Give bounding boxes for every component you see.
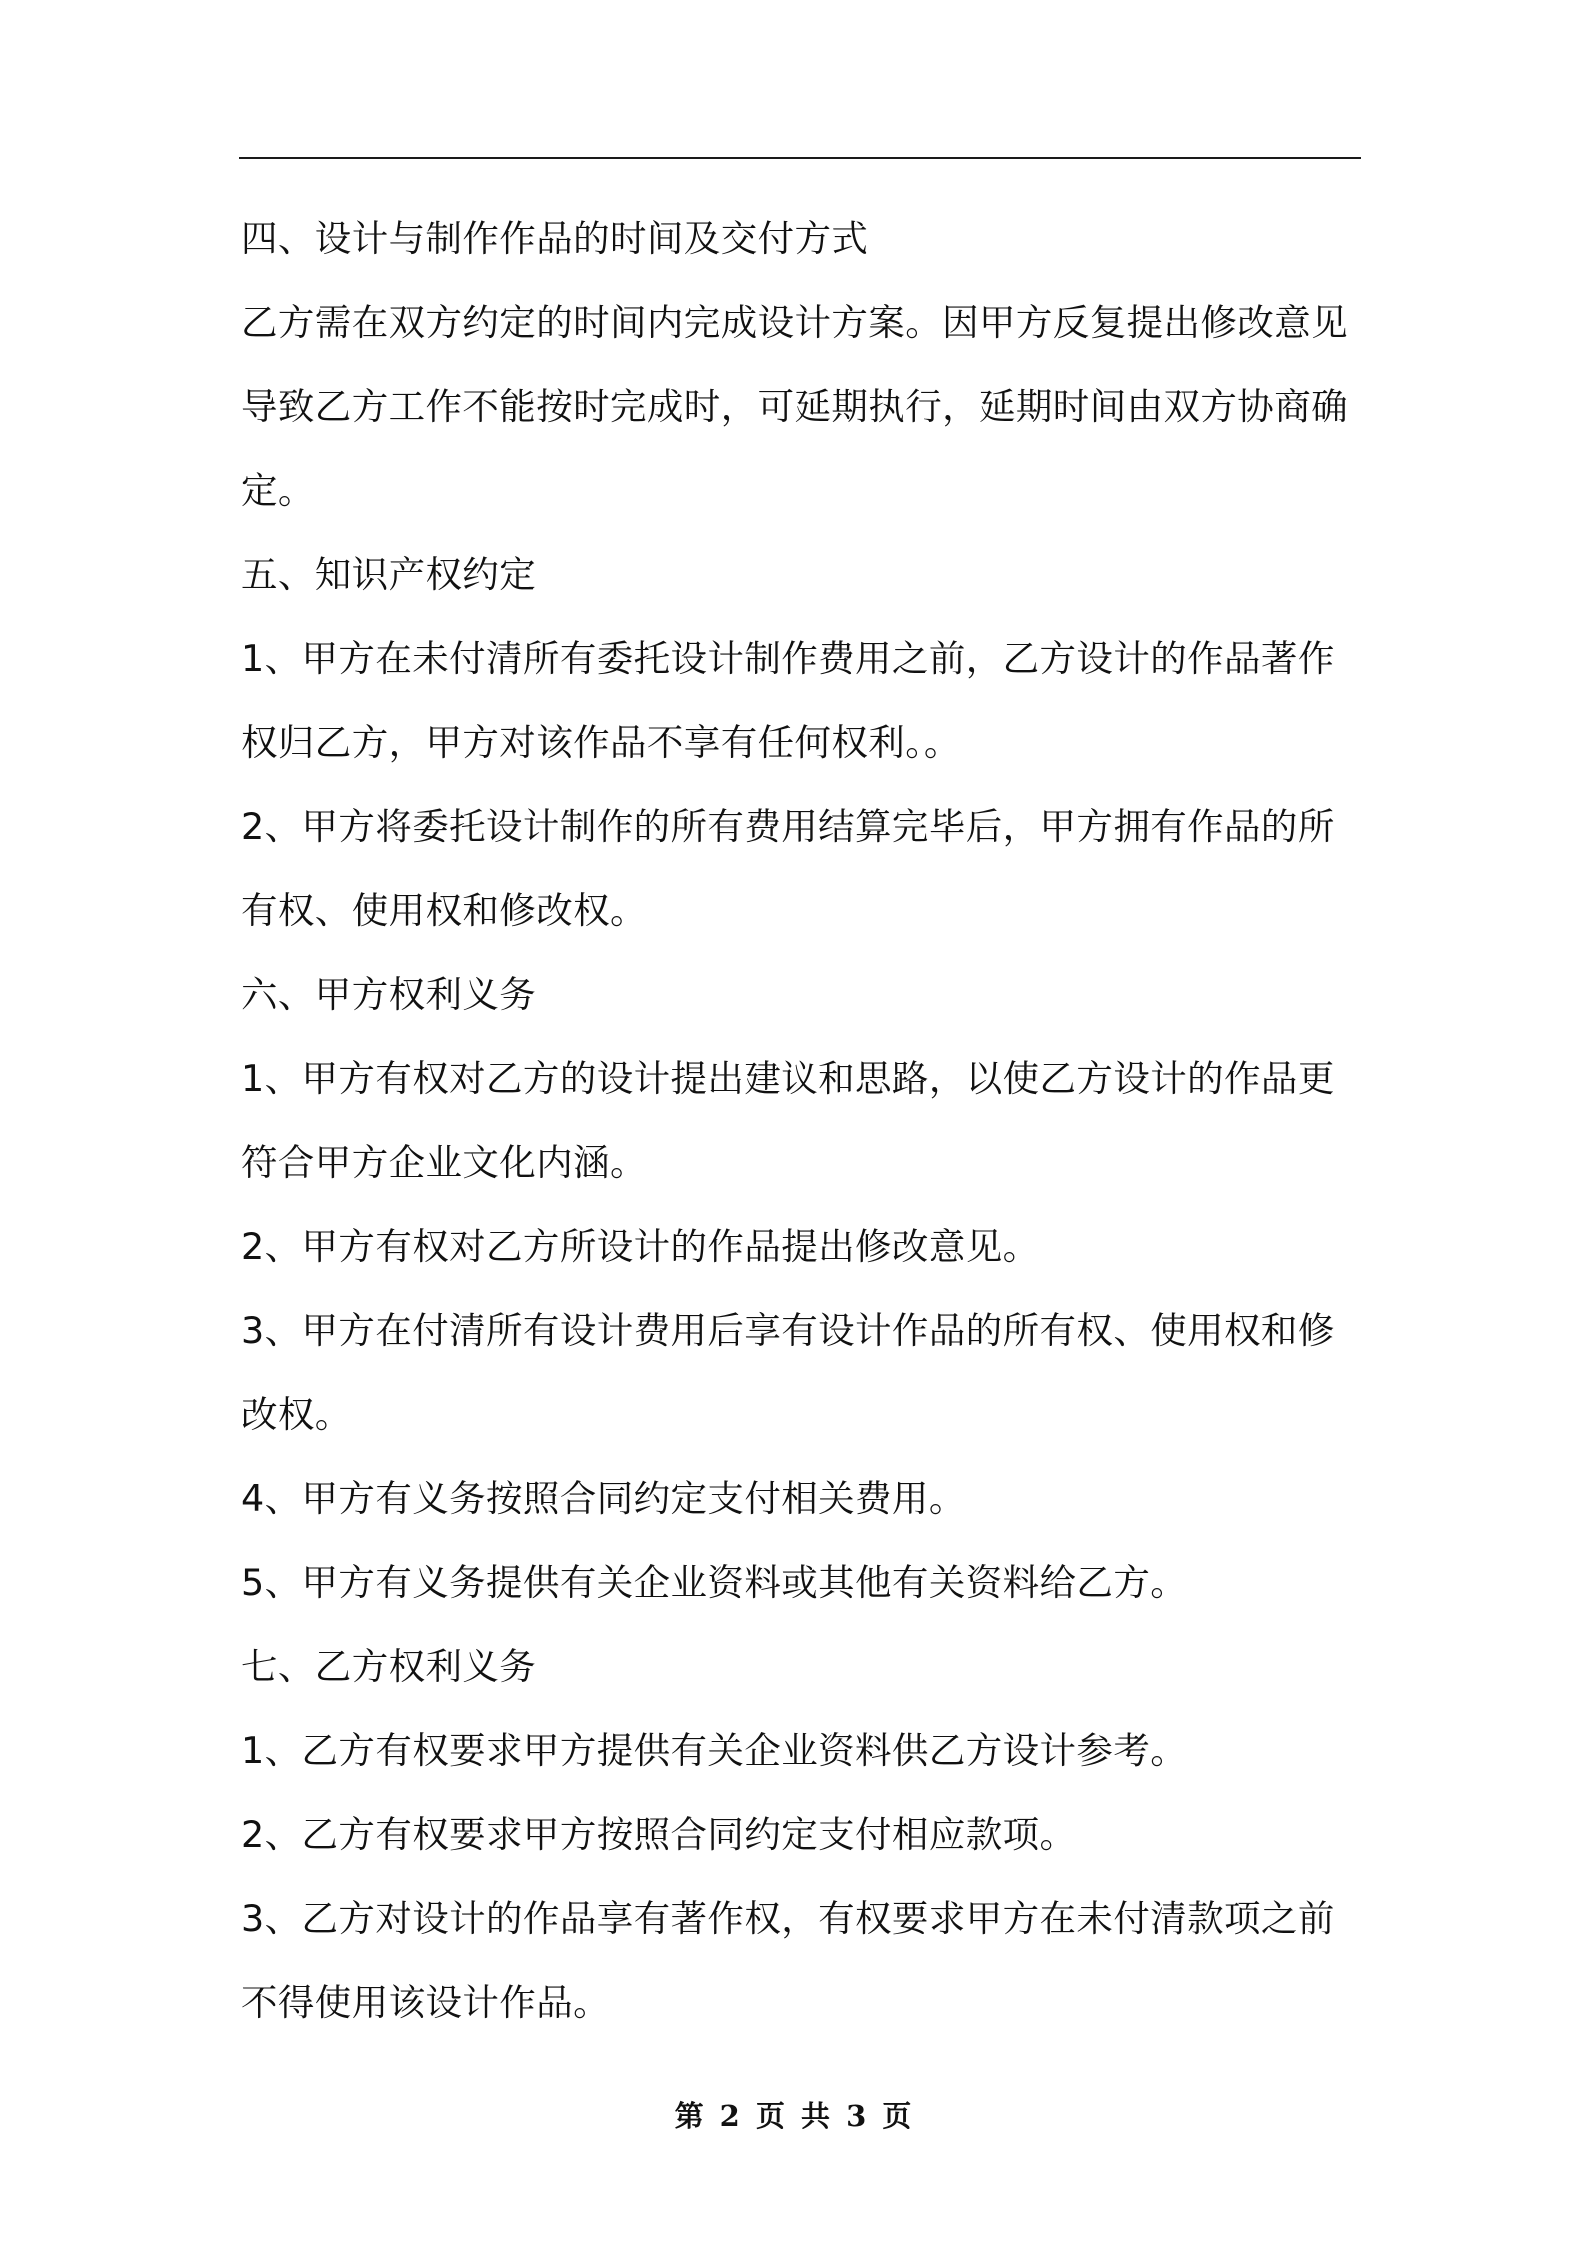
- text-line: 不得使用该设计作品。: [241, 1981, 610, 2024]
- text-line: 2、乙方有权要求甲方按照合同约定支付相应款项。: [241, 1813, 1077, 1856]
- text-line: 改权。: [241, 1393, 352, 1436]
- text-line: 3、甲方在付清所有设计费用后享有设计作品的所有权、使用权和修: [241, 1309, 1335, 1352]
- text-line: 2、甲方有权对乙方所设计的作品提出修改意见。: [241, 1225, 1040, 1268]
- text-line: 2、甲方将委托设计制作的所有费用结算完毕后，甲方拥有作品的所: [241, 805, 1335, 848]
- text-line: 5、甲方有义务提供有关企业资料或其他有关资料给乙方。: [241, 1561, 1188, 1604]
- text-line: 权归乙方，甲方对该作品不享有任何权利。。: [241, 721, 961, 764]
- text-line: 3、乙方对设计的作品享有著作权，有权要求甲方在未付清款项之前: [241, 1897, 1335, 1940]
- text-line: 乙方需在双方约定的时间内完成设计方案。因甲方反复提出修改意见: [241, 301, 1348, 344]
- header-rule: [239, 157, 1361, 159]
- text-line: 定。: [241, 469, 315, 512]
- text-line: 有权、使用权和修改权。: [241, 889, 647, 932]
- document-body: [241, 197, 1365, 2045]
- text-line: 导致乙方工作不能按时完成时，可延期执行，延期时间由双方协商确: [241, 385, 1348, 428]
- text-line: 1、乙方有权要求甲方提供有关企业资料供乙方设计参考。: [241, 1729, 1188, 1772]
- section-heading-6: 六、甲方权利义务: [241, 973, 537, 1016]
- text-line: 1、甲方有权对乙方的设计提出建议和思路，以使乙方设计的作品更: [241, 1057, 1335, 1100]
- section-heading-4: 四、设计与制作作品的时间及交付方式: [241, 217, 869, 260]
- page-number-footer: 第 2 页 共 3 页: [674, 2099, 912, 2133]
- text-line: 4、甲方有义务按照合同约定支付相关费用。: [241, 1477, 966, 1520]
- text-line: 1、甲方在未付清所有委托设计制作费用之前，乙方设计的作品著作: [241, 637, 1335, 680]
- section-heading-7: 七、乙方权利义务: [241, 1645, 537, 1688]
- section-heading-5: 五、知识产权约定: [241, 553, 537, 596]
- text-line: 符合甲方企业文化内涵。: [241, 1141, 647, 1184]
